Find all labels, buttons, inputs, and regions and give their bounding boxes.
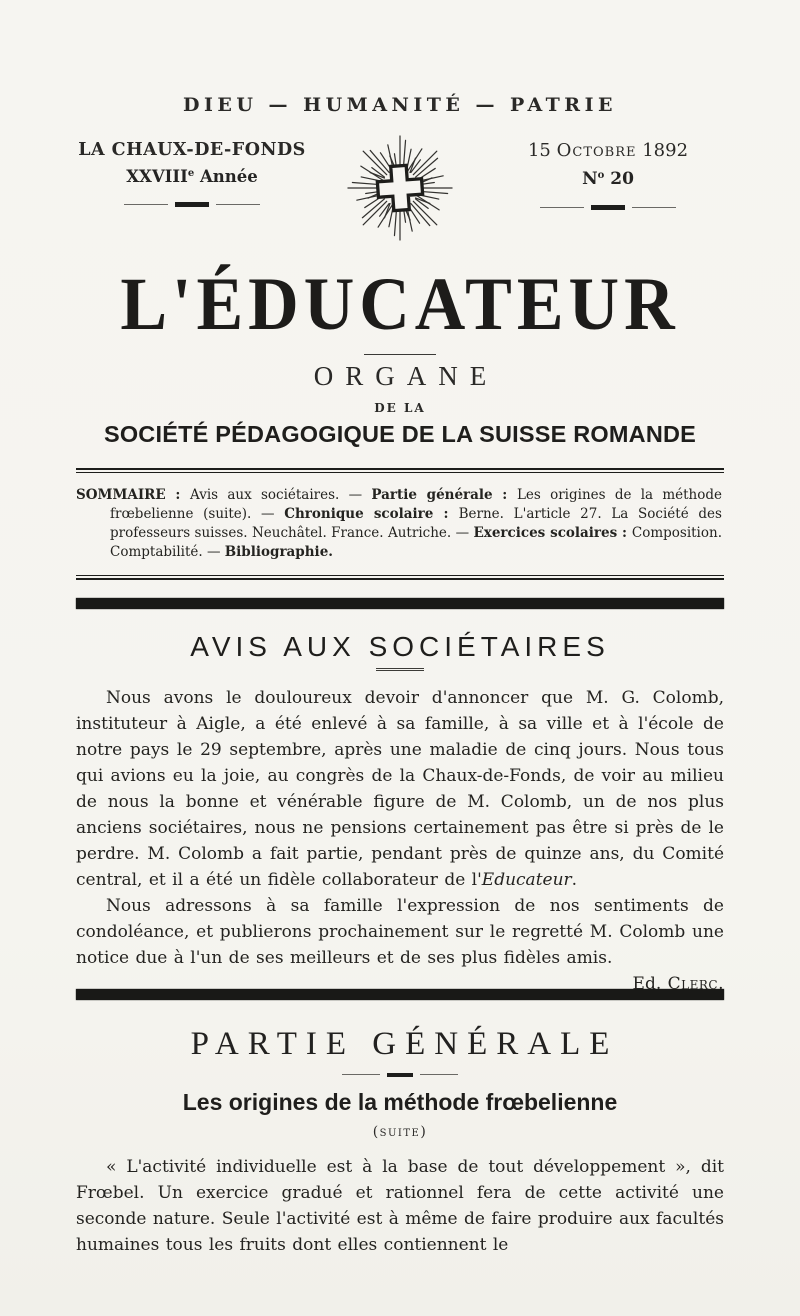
article-paragraph-1: « L'activité individuelle est à la base de tout développement », dit Frœbel. Un exercice gradué et rationnel fera de cette activité une seconde nature. Seule l'activité est à même de faire produire aux facultés humaines tous les fruits dont elles contiennent le — [76, 1156, 724, 1255]
avis-body — [76, 685, 724, 994]
issue-ordinal: o — [597, 170, 605, 181]
avis-paragraph-1: Nous avons le douloureux devoir d'annoncer que M. G. Colomb, instituteur à Aigle, a été enlevé à sa famille, à sa ville et à l'école de notre pays le 29 septembre, après une maladie de cinq jours. Nous tous qui avions eu la joie, au congrès de la Chaux-de-Fonds, de voir au milieu de nous la bonne et vénérable figure de M. Colomb, un de nos plus anciens sociétaires, nous ne pensions certainement pas être si près de le perdre. M. Colomb a fait partie, pendant près de quinze ans, du Comité central, et il a été un fidèle collaborateur de l'Educateur. — [76, 687, 724, 890]
sommaire-label: SOMMAIRE : — [76, 487, 191, 503]
sommaire: SOMMAIRE : Avis aux sociétaires. — Partie générale : Les origines de la méthode frœbelienne (suite). — Chronique scolaire : Berne. L'article 27. La Société des professeurs suisses. Neuchâtel. France. Autriche. — Exercices scolaires : Composition. Comptabilité. — Bibliographie. — [76, 487, 722, 561]
publication-place: LA CHAUX-DE-FONDS — [78, 140, 306, 160]
volume-ordinal: e — [187, 168, 195, 179]
issue-letter: N — [582, 169, 598, 189]
volume-line — [76, 167, 308, 186]
double-rule-bottom — [76, 575, 724, 580]
masthead-left — [76, 132, 308, 207]
date-year: 1892 — [642, 140, 689, 161]
issue-number-line — [492, 169, 724, 189]
journal-name-italic: Educateur — [481, 869, 572, 890]
issue-number: 20 — [610, 169, 634, 189]
ornament-rule — [76, 202, 308, 207]
journal-title: L'ÉDUCATEUR — [120, 262, 680, 347]
emblem — [335, 126, 465, 250]
subtitle-society: SOCIÉTÉ PÉDAGOGIQUE DE LA SUISSE ROMANDE — [103, 421, 697, 447]
article-body — [76, 1154, 724, 1258]
article-title: Les origines de la méthode frœbelienne — [182, 1088, 618, 1115]
title-rule — [364, 354, 436, 355]
ornament-rule — [492, 205, 724, 210]
partie-generale-heading: PARTIE GÉNÉRALE — [190, 1025, 619, 1062]
signature: Ed. Clerc. — [632, 973, 724, 994]
avis-paragraph-2: Nous adressons à sa famille l'expression de nos sentiments de condoléance, et publierons prochainement sur le regretté M. Colomb une notice due à l'un de ses meilleurs et de ses plus fidèles amis. Ed. Clerc. — [76, 893, 724, 971]
swiss-cross-sunburst-icon — [338, 126, 462, 250]
avis-heading-rule — [376, 668, 424, 671]
signature-name: Clerc. — [667, 973, 724, 994]
article-subtitle: (suite) — [372, 1123, 428, 1140]
masthead-right — [492, 132, 724, 210]
subtitle-de-la: DE LA — [374, 401, 426, 415]
section-divider-bar — [76, 598, 724, 609]
date-day: 15 — [527, 140, 551, 161]
volume-numeral: XXVIII — [126, 167, 188, 186]
volume-word: Année — [199, 167, 258, 186]
date-month: Octobre — [556, 140, 637, 161]
subtitle-organe: ORGANE — [313, 361, 499, 391]
ornament-rule — [76, 1073, 724, 1077]
masthead — [76, 132, 724, 260]
issue-date — [492, 140, 724, 161]
avis-heading: AVIS AUX SOCIÉTAIRES — [190, 630, 610, 662]
motto: DIEU — HUMANITÉ — PATRIE — [183, 94, 617, 116]
